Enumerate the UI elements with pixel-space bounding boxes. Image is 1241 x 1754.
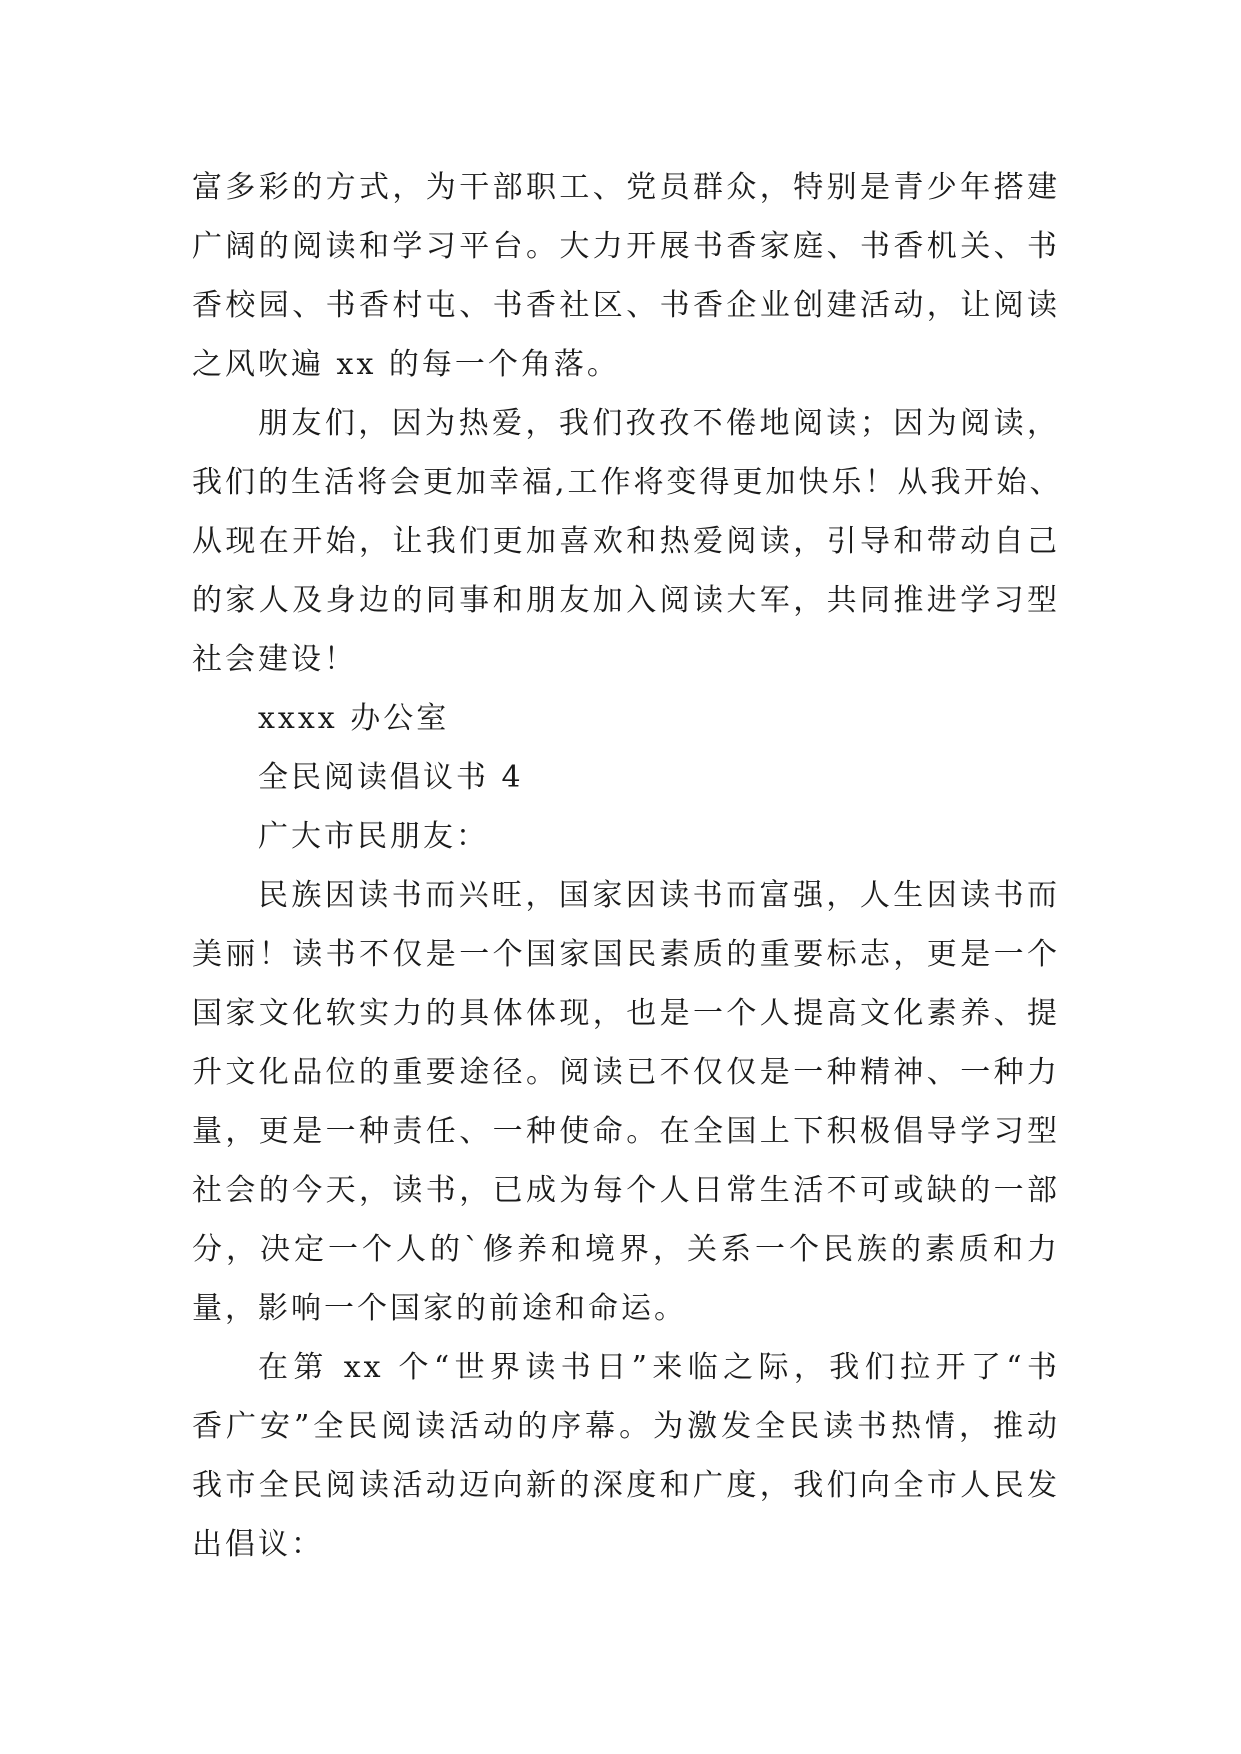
text-line: 香广安”全民阅读活动的序幕。为激发全民读书热情，推动 [192, 1409, 1060, 1444]
text-line: 广阔的阅读和学习平台。大力开展书香家庭、书香机关、书 [192, 229, 1060, 264]
text-line: 社会的今天，读书，已成为每个人日常生活不可或缺的一部 [192, 1173, 1060, 1208]
text-line: 我市全民阅读活动迈向新的深度和广度，我们向全市人民发 [192, 1468, 1060, 1503]
text-line: 国家文化软实力的具体体现，也是一个人提高文化素养、提 [192, 996, 1060, 1031]
text-line: 量，更是一种责任、一种使命。在全国上下积极倡导学习型 [192, 1114, 1060, 1149]
text-line: xxxx 办公室 [258, 701, 450, 736]
text-line: 分，决定一个人的`修养和境界，关系一个民族的素质和力 [192, 1232, 1060, 1267]
text-line: 出倡议： [192, 1527, 324, 1562]
text-line: 朋友们，因为热爱，我们孜孜不倦地阅读；因为阅读， [258, 406, 1060, 441]
text-line: 广大市民朋友： [258, 819, 489, 854]
text-line: 全民阅读倡议书 4 [258, 760, 524, 795]
text-line: 美丽！读书不仅是一个国家国民素质的重要标志，更是一个 [192, 937, 1060, 972]
text-line: 从现在开始，让我们更加喜欢和热爱阅读，引导和带动自己 [192, 524, 1060, 559]
document-body [192, 158, 1063, 1574]
text-line: 之风吹遍 xx 的每一个角落。 [192, 347, 620, 382]
text-line: 量，影响一个国家的前途和命运。 [192, 1291, 687, 1326]
text-line: 民族因读书而兴旺，国家因读书而富强，人生因读书而 [258, 878, 1060, 913]
text-line: 升文化品位的重要途径。阅读已不仅仅是一种精神、一种力 [192, 1055, 1060, 1090]
text-line: 的家人及身边的同事和朋友加入阅读大军，共同推进学习型 [192, 583, 1060, 618]
text-line: 在第 xx 个“世界读书日”来临之际，我们拉开了“书 [258, 1350, 1060, 1385]
text-line: 我们的生活将会更加幸福,工作将变得更加快乐！从我开始、 [192, 465, 1063, 500]
text-line: 香校园、书香村屯、书香社区、书香企业创建活动，让阅读 [192, 288, 1060, 323]
text-line: 富多彩的方式，为干部职工、党员群众，特别是青少年搭建 [192, 170, 1060, 205]
text-line: 社会建设！ [192, 642, 357, 677]
